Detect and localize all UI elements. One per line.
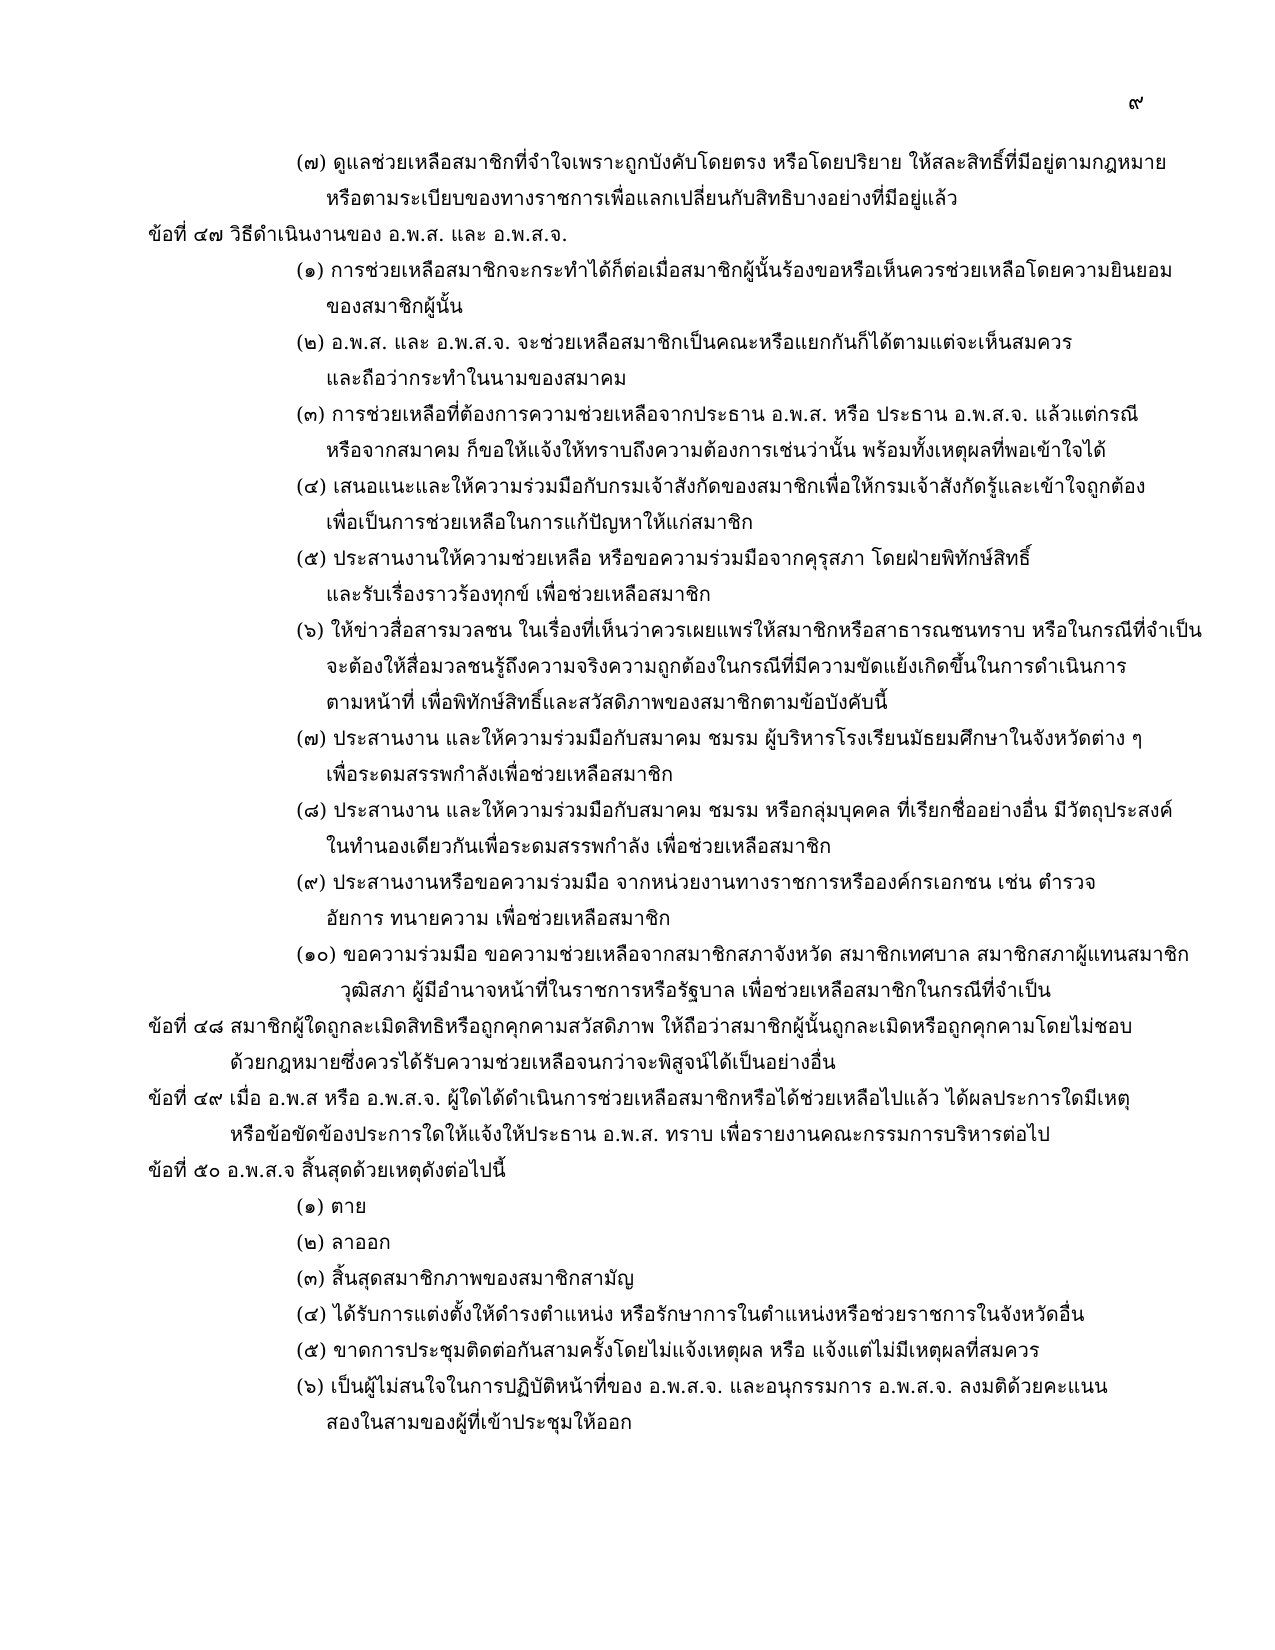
list-item bbox=[148, 468, 1168, 540]
document-body bbox=[148, 144, 1202, 1440]
list-item bbox=[148, 1332, 1168, 1368]
list-item bbox=[148, 144, 1168, 216]
text-line-continuation: ด้วยกฎหมายซึ่งควรได้รับความช่วยเหลือจนกว่าจะพิสูจน์ได้เป็นอย่างอื่น bbox=[230, 1050, 836, 1074]
text-line: (๕) ขาดการประชุมติดต่อกันสามครั้งโดยไม่แจ้งเหตุผล หรือ แจ้งแต่ไม่มีเหตุผลที่สมควร bbox=[296, 1338, 1040, 1362]
text-line: ข้อที่ ๔๗ วิธีดำเนินงานของ อ.พ.ส. และ อ.พ.ส.จ. bbox=[148, 222, 568, 246]
text-line: (๔) เสนอแนะและให้ความร่วมมือกับกรมเจ้าสังกัดของสมาชิกเพื่อให้กรมเจ้าสังกัดรู้และเข้าใจถูกต้อง bbox=[296, 474, 1146, 498]
text-line: (๑) การช่วยเหลือสมาชิกจะกระทำได้ก็ต่อเมื่อสมาชิกผู้นั้นร้องขอหรือเห็นควรช่วยเหลือโดยความยินยอม bbox=[296, 258, 1173, 282]
text-line: ข้อที่ ๕๐ อ.พ.ส.จ สิ้นสุดด้วยเหตุดังต่อไปนี้ bbox=[148, 1158, 506, 1182]
text-line-continuation: อัยการ ทนายความ เพื่อช่วยเหลือสมาชิก bbox=[326, 906, 671, 930]
text-line: (๖) ให้ข่าวสื่อสารมวลชน ในเรื่องที่เห็นว่าควรเผยแพร่ให้สมาชิกหรือสาธารณชนทราบ หรือในกรณีที่จำเป็น bbox=[296, 618, 1202, 642]
list-item bbox=[148, 1260, 1168, 1296]
list-item bbox=[148, 540, 1168, 612]
list-item bbox=[148, 252, 1173, 324]
text-line-continuation: หรือตามระเบียบของทางราชการเพื่อแลกเปลี่ยนกับสิทธิบางอย่างที่มีอยู่แล้ว bbox=[326, 186, 958, 210]
section-clause bbox=[148, 216, 1168, 252]
text-line: (๓) สิ้นสุดสมาชิกภาพของสมาชิกสามัญ bbox=[296, 1266, 635, 1290]
list-item bbox=[148, 324, 1168, 396]
text-line-continuation: จะต้องให้สื่อมวลชนรู้ถึงความจริงความถูกต้องในกรณีที่มีความขัดแย้งเกิดขึ้นในการดำเนินการ bbox=[326, 654, 1127, 678]
text-line-continuation: เพื่อเป็นการช่วยเหลือในการแก้ปัญหาให้แก่สมาชิก bbox=[326, 510, 754, 534]
text-line-continuation: สองในสามของผู้ที่เข้าประชุมให้ออก bbox=[326, 1410, 633, 1434]
list-item bbox=[148, 864, 1168, 936]
text-line: (๓) การช่วยเหลือที่ต้องการความช่วยเหลือจากประธาน อ.พ.ส. หรือ ประธาน อ.พ.ส.จ. แล้วแต่กรณี bbox=[296, 402, 1139, 426]
text-line-continuation: ของสมาชิกผู้นั้น bbox=[326, 294, 463, 318]
text-line: (๘) ประสานงาน และให้ความร่วมมือกับสมาคม ชมรม หรือกลุ่มบุคคล ที่เรียกชื่ออย่างอื่น มีวัตถุประสงค์ bbox=[296, 798, 1173, 822]
text-line: (๒) ลาออก bbox=[296, 1230, 391, 1254]
list-item bbox=[148, 936, 1190, 1008]
list-item bbox=[148, 612, 1202, 720]
text-line-continuation: หรือจากสมาคม ก็ขอให้แจ้งให้ทราบถึงความต้องการเช่นว่านั้น พร้อมทั้งเหตุผลที่พอเข้าใจได้ bbox=[326, 438, 1107, 462]
text-line: (๑) ตาย bbox=[296, 1194, 367, 1218]
text-line: (๔) ได้รับการแต่งตั้งให้ดำรงตำแหน่ง หรือรักษาการในตำแหน่งหรือช่วยราชการในจังหวัดอื่น bbox=[296, 1302, 1085, 1326]
text-line: (๙) ประสานงานหรือขอความร่วมมือ จากหน่วยงานทางราชการหรือองค์กรเอกชน เช่น ตำรวจ bbox=[296, 870, 1097, 894]
section-clause bbox=[148, 1152, 1168, 1188]
section-clause bbox=[148, 1080, 1168, 1152]
text-line: (๗) ดูแลช่วยเหลือสมาชิกที่จำใจเพราะถูกบังคับโดยตรง หรือโดยปริยาย ให้สละสิทธิ์ที่มีอยู่ตามกฎหมาย bbox=[296, 150, 1167, 174]
list-item bbox=[148, 720, 1168, 792]
list-item bbox=[148, 1188, 1168, 1224]
list-item bbox=[148, 1224, 1168, 1260]
text-line-continuation: ตามหน้าที่ เพื่อพิทักษ์สิทธิ์และสวัสดิภาพของสมาชิกตามข้อบังคับนี้ bbox=[326, 690, 888, 714]
text-line: (๕) ประสานงานให้ความช่วยเหลือ หรือขอความร่วมมือจากคุรุสภา โดยฝ่ายพิทักษ์สิทธิ์ bbox=[296, 546, 1031, 570]
text-line: ข้อที่ ๔๘ สมาชิกผู้ใดถูกละเมิดสิทธิหรือถูกคุกคามสวัสดิภาพ ให้ถือว่าสมาชิกผู้นั้นถูกละเมิดหรือถูกคุกคามโดยไม่ชอบ bbox=[148, 1014, 1133, 1038]
text-line-continuation: และรับเรื่องราวร้องทุกข์ เพื่อช่วยเหลือสมาชิก bbox=[326, 582, 711, 606]
text-line: (๗) ประสานงาน และให้ความร่วมมือกับสมาคม ชมรม ผู้บริหารโรงเรียนมัธยมศึกษาในจังหวัดต่าง ๆ bbox=[296, 726, 1143, 750]
list-item bbox=[148, 1368, 1168, 1440]
text-line-continuation: และถือว่ากระทำในนามของสมาคม bbox=[326, 366, 627, 390]
list-item bbox=[148, 1296, 1168, 1332]
text-line: (๑๐) ขอความร่วมมือ ขอความช่วยเหลือจากสมาชิกสภาจังหวัด สมาชิกเทศบาล สมาชิกสภาผู้แทนสมาชิก bbox=[296, 942, 1190, 966]
text-line-continuation: ในทำนองเดียวกันเพื่อระดมสรรพกำลัง เพื่อช่วยเหลือสมาชิก bbox=[326, 834, 832, 858]
text-line: (๒) อ.พ.ส. และ อ.พ.ส.จ. จะช่วยเหลือสมาชิกเป็นคณะหรือแยกกันก็ได้ตามแต่จะเห็นสมควร bbox=[296, 330, 1073, 354]
list-item bbox=[148, 396, 1168, 468]
page-number: ๙ bbox=[1128, 90, 1145, 115]
list-item bbox=[148, 792, 1173, 864]
text-line-continuation: เพื่อระดมสรรพกำลังเพื่อช่วยเหลือสมาชิก bbox=[326, 762, 674, 786]
section-clause bbox=[148, 1008, 1168, 1080]
text-line: ข้อที่ ๔๙ เมื่อ อ.พ.ส หรือ อ.พ.ส.จ. ผู้ใดได้ดำเนินการช่วยเหลือสมาชิกหรือได้ช่วยเหลือไปแล้ว ได้ผลประการใดมีเหตุ bbox=[148, 1086, 1131, 1110]
text-line-continuation: วุฒิสภา ผู้มีอำนาจหน้าที่ในราชการหรือรัฐบาล เพื่อช่วยเหลือสมาชิกในกรณีที่จำเป็น bbox=[340, 978, 1051, 1002]
text-line: (๖) เป็นผู้ไม่สนใจในการปฏิบัติหน้าที่ของ อ.พ.ส.จ. และอนุกรรมการ อ.พ.ส.จ. ลงมติด้วยคะแนน bbox=[296, 1374, 1108, 1398]
text-line-continuation: หรือข้อขัดข้องประการใดให้แจ้งให้ประธาน อ.พ.ส. ทราบ เพื่อรายงานคณะกรรมการบริหารต่อไป bbox=[230, 1122, 1050, 1146]
